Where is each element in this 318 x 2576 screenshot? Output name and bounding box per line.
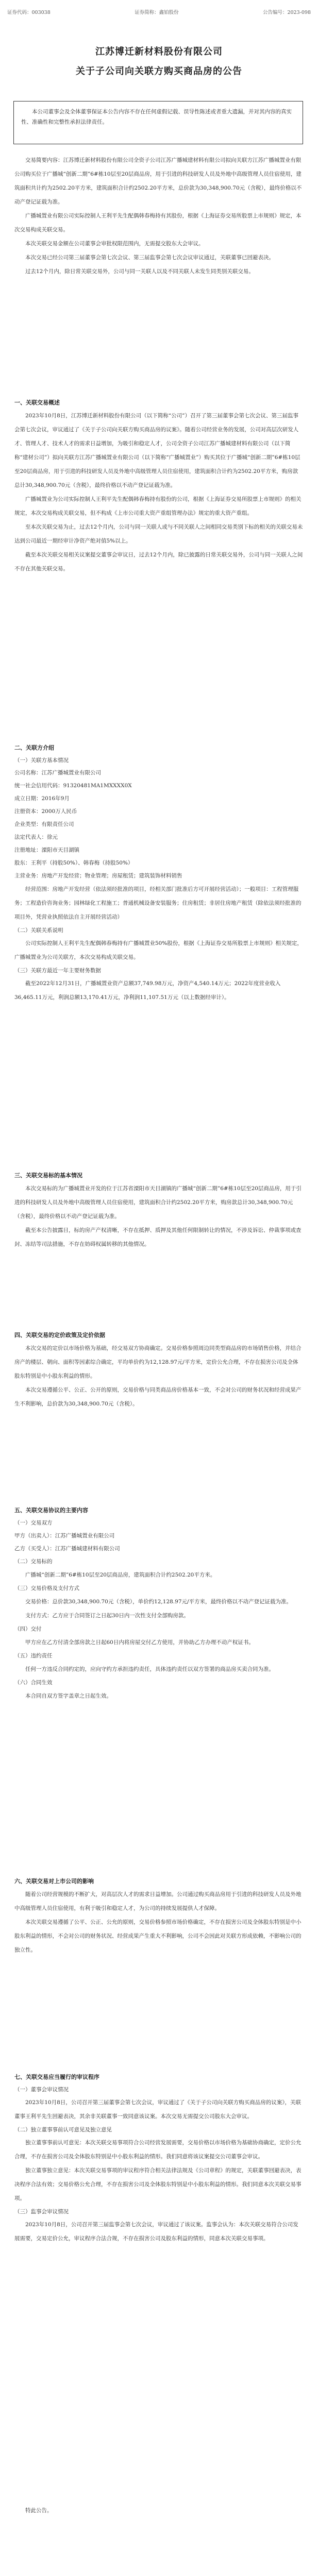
important-notes xyxy=(14,154,303,279)
agreement-item: 任何一方违反合同约定的，应向守约方承担违约责任，具体违约责任以双方签署的商品房买卖合同为准。 xyxy=(25,1666,274,1672)
sub-heading: （一）关联方基本情况 xyxy=(14,757,69,764)
field: 成立日期：2016年9月 xyxy=(14,795,70,802)
closing-block xyxy=(14,2504,303,2518)
field: 注册资本：2000万人民币 xyxy=(14,808,77,815)
title-block xyxy=(0,44,318,77)
sub-heading: （一）董事会审议情况 xyxy=(14,2087,69,2093)
paragraph: 截至本次关联交易相关议案提交董事会审议日，过去12个月内，除已披露的日常关联交易外，公司与同一关联人之间不存在其他关联交易。 xyxy=(14,552,303,572)
agreement-item: 交易价格：总价款30,348,900.70元（含税），单价约12,128.97元/平方米，最终价格以不动产登记证载为准。 xyxy=(25,1599,292,1605)
agreement-item: 本合同自双方签字盖章之日起生效。 xyxy=(25,1693,112,1699)
field: 股东：王利平（持股50%）、韩春梅（持股50%） xyxy=(14,860,133,866)
agreement-item: 广播城“创新二期”6#栋10层至20层商品房，建筑面积合计约2502.20平方米。 xyxy=(25,1572,216,1578)
agreement-item: 支付方式：乙方应于合同签订之日起30日内一次性支付全部购房款。 xyxy=(25,1613,189,1619)
field: 经营范围：房地产开发经营（依法须经批准的项目，经相关部门批准后方可开展经营活动）；一般项目：工程管理服务；工程造价咨询业务；园林绿化工程施工；普通机械设备安装服务；住房租赁；非居住房地产租赁（除依法须经批准的项目外，凭营业执照依法自主开展经营活动） xyxy=(14,886,302,920)
header-bar xyxy=(7,8,311,15)
section-pricing xyxy=(14,1329,303,1411)
field: 公司名称：江苏广播城置业有限公司 xyxy=(14,770,101,776)
paragraph: 至本次关联交易为止，过去12个月内，公司与同一关联人或与不同关联人之间相同交易类别下标的相关的关联交易未达到公司最近一期经审计净资产绝对值5%以上。 xyxy=(14,524,303,544)
important-item: 本次关联交易金额在公司董事会审批权限范围内，无需提交股东大会审议。 xyxy=(25,241,204,247)
sub-heading: （三）关联方最近一年主要财务数据 xyxy=(14,968,101,974)
section-impact xyxy=(14,1875,303,1957)
paragraph: 截至本公告披露日，标的房产产权清晰，不存在抵押、质押及其他任何限制转让的情况，不涉及诉讼、仲裁事项或查封、冻结等司法措施，不存在妨碍权属转移的其他情况。 xyxy=(14,1227,302,1247)
paragraph: 公司实际控制人王利平先生配偶韩春梅持有广播城置业50%股份，根据《上海证券交易所股票上市规则》相关规定，广播城置业为公司关联方，本次交易构成关联交易。 xyxy=(14,940,303,960)
section-heading: 七、关联交易应当履行的审议程序 xyxy=(14,2074,99,2080)
agreement-item: （四）交付 xyxy=(14,1626,42,1632)
agreement-item: （三）交易价格及支付方式 xyxy=(14,1585,79,1591)
field: 统一社会信用代码：91320481MA1MXXXX0X xyxy=(14,783,132,789)
sub-heading: （二）关联关系说明 xyxy=(14,927,63,934)
paragraph: 本次交易遵循公平、公正、公开的原则，交易价格与同类商品房价格基本一致，不会对公司的财务状况和经营成果产生不利影响，总价款为30,348,900.70元（含税）。 xyxy=(14,1387,302,1407)
section-heading: 二、关联方介绍 xyxy=(14,744,54,751)
sub-heading: （二）独立董事事前认可意见及独立意见 xyxy=(14,2127,112,2133)
disclaimer-box: 本公司董事会及全体董事保证本公告内容不存在任何虚假记载、误导性陈述或者重大遗漏，并对其内容的真实性、准确性和完整性承担法律责任。 xyxy=(13,101,303,144)
section-heading: 三、关联交易标的基本情况 xyxy=(14,1172,82,1179)
paragraph: 随着公司经营规模的不断扩大，对高层次人才的需求日益增加。公司通过购买商品房用于引进的科技研发人员及外地中高级管理人员住宿使用，有利于吸引和稳定人才，为公司的持续发展提供人才保障。 xyxy=(14,1891,302,1911)
paragraph: 本次交易标的为广播城置业开发的位于江苏省溧阳市天目湖镇的广播城“创新二期”6#栋10层至20层商品房，用于引进的科技研发人员及外地中高级管理人员住宿使用，建筑面积合计约2502.20平方米，购房款总计30,348,900.70元（含税），最终价格以不动产登记证载为准。 xyxy=(14,1185,302,1219)
paragraph: 截至2022年12月31日，广播城置业资产总额37,749.98万元，净资产4,540.14万元；2022年度营业收入36,465.11万元，利润总额13,170.41万元，净利润11,107.51万元（以上数据经审计）。 xyxy=(14,980,281,1001)
paragraph: 独立董事独立意见：本次关联交易事项的审议程序符合相关法律法规及《公司章程》的规定，关联董事回避表决，表决程序合法有效；交易价格公允合理，不存在损害公司及全体股东特别是中小股东利益的情形。我们同意本次关联交易事项。 xyxy=(14,2167,302,2201)
paragraph: 独立董事事前认可意见：本次关联交易事项符合公司经营发展需要，交易价格以市场价格为基础协商确定，定价公允合理，不存在损害公司及全体股东特别是中小股东利益的情形。我们同意将该议案提交公司董事会审议。 xyxy=(14,2140,302,2160)
agreement-item: 甲方应在乙方付清全部房款之日起60日内将房屋交付乙方使用，并协助乙方办理不动产权证书。 xyxy=(25,1639,254,1646)
section-review xyxy=(14,2071,303,2246)
important-item: 过去12个月内，除日常关联交易外，公司与同一关联人以及不同关联人未发生同类别关联交易。 xyxy=(25,268,254,275)
field: 注册地址：溧阳市天目湖镇 xyxy=(14,847,79,853)
section-agreement xyxy=(14,1504,303,1703)
section-related-party xyxy=(14,742,303,1005)
agreement-item: 乙方（买受人）：江苏广播城建材料有限公司 xyxy=(14,1546,120,1552)
important-item: 交易简要内容：江苏博迁新材料股份有限公司全资子公司江苏广播城建材料有限公司拟向关联方江苏广播城置业有限公司购买位于广播城“创新二期”6#栋10层至20层商品房，用于引进的科技研发人员及外地中高级管理人员住宿使用，建筑面积共计约为2502.20平方米，建筑面积合计约2502.20平方米，总价款为30,348,900.70元（含税），最终价格以不动产登记证载为准。 xyxy=(14,157,302,205)
notice-title: 关于子公司向关联方购买商品房的公告 xyxy=(76,66,242,77)
agreement-item: 甲方（出卖人）：江苏广播城置业有限公司 xyxy=(14,1533,115,1539)
field: 法定代表人：徐元 xyxy=(14,834,58,840)
stock-short-name: 证券简称：鑫铂股份 xyxy=(135,10,179,15)
closing-text: 特此公告。 xyxy=(25,2507,53,2514)
sub-heading: （三）监事会审议情况 xyxy=(14,2209,69,2215)
announcement-number: 公告编号：2023-098 xyxy=(262,10,311,15)
company-title: 江苏博迁新材料股份有限公司 xyxy=(95,46,223,57)
agreement-item: （二）交易标的 xyxy=(14,1558,53,1565)
paragraph: 2023年10月8日，公司召开第三届监事会第七次会议，审议通过了该议案。监事会认为：本次关联交易符合公司发展需要，交易定价公允，审议程序合法合规，不存在损害公司及股东利益的情形，同意本次关联交易事项。 xyxy=(14,2222,298,2242)
paragraph: 2023年10月8日，江苏博迁新材料股份有限公司（以下简称“公司”）召开了第三届董事会第七次会议、第三届监事会第七次会议，审议通过了《关于子公司向关联方购买商品房的议案》。随着公司经营业务的发展，公司对高层次研发人才、管理人才、技术人才的需求日益增加，为吸引和稳定人才，公司全资子公司江苏广播城建材料有限公司（以下简称“建材公司”）拟向关联方江苏广播城置业有限公司（以下简称“广播城置业”）购买其位于广播城“创新二期”6#栋10层至20层商品房，用于引进的科技研发人员及外地中高级管理人员住宿使用，建筑面积合计约为2502.20平方米，购房款总计30,348,900.70元（含税），最终价格以不动产登记证载为准。 xyxy=(14,413,300,488)
paragraph: 广播城置业为公司实际控制人王利平先生配偶韩春梅持有股份的公司，根据《上海证券交易所股票上市规则》的相关规定，本次交易构成关联交易，但不构成《上市公司重大资产重组管理办法》规定的重大资产重组。 xyxy=(14,496,302,516)
paragraph: 2023年10月8日，公司召开第三届董事会第七次会议，审议通过了《关于子公司向关联方购买商品房的议案》，关联董事王利平先生回避表决，其余非关联董事一致同意该议案。本次交易无需提交公司股东大会审议。 xyxy=(14,2099,302,2120)
section-heading: 一、关联交易概述 xyxy=(14,399,60,406)
field: 主营业务：房地产开发经营；物业管理；房屋租赁；建筑装饰材料销售 xyxy=(14,873,182,879)
agreement-item: （一）交易双方 xyxy=(14,1520,53,1526)
important-item: 广播城置业有限公司实际控制人王利平先生配偶韩春梅持有其股份，根据《上海证券交易所股票上市规则》规定，本次交易构成关联交易。 xyxy=(14,213,302,233)
important-item: 本次交易已经公司第三届董事会第七次会议、第三届监事会第七次会议审议通过，关联董事已回避表决。 xyxy=(25,255,274,261)
paragraph: 本次交易的定价以市场价格为基础，经交易双方协商确定。交易价格参照周边同类型商品房的市场销售价格，并结合房产的楼层、朝向、面积等因素综合确定，平均单价约为12,128.97元/平方米，定价公允合理，不存在损害公司及全体股东特别是中小股东利益的情形。 xyxy=(14,1345,302,1379)
section-heading: 四、关联交易的定价政策及定价依据 xyxy=(14,1332,105,1338)
field: 企业类型：有限责任公司 xyxy=(14,821,74,827)
agreement-item: （六）合同生效 xyxy=(14,1680,53,1686)
agreement-item: （五）违约责任 xyxy=(14,1653,53,1659)
section-heading: 六、关联交易对上市公司的影响 xyxy=(14,1878,94,1885)
section-heading: 五、关联交易协议的主要内容 xyxy=(14,1507,88,1514)
section-subject xyxy=(14,1170,303,1251)
section-overview xyxy=(14,397,303,576)
stock-code: 证券代码：003038 xyxy=(7,10,51,15)
paragraph: 本次关联交易遵循了公平、公正、公允的原则，交易价格参照市场价格确定，不存在损害公司及全体股东特别是中小股东利益的情形，不会对公司的财务状况、经营成果产生重大不利影响，公司不会因此对关联方形成依赖，不影响公司的独立性。 xyxy=(14,1919,302,1953)
